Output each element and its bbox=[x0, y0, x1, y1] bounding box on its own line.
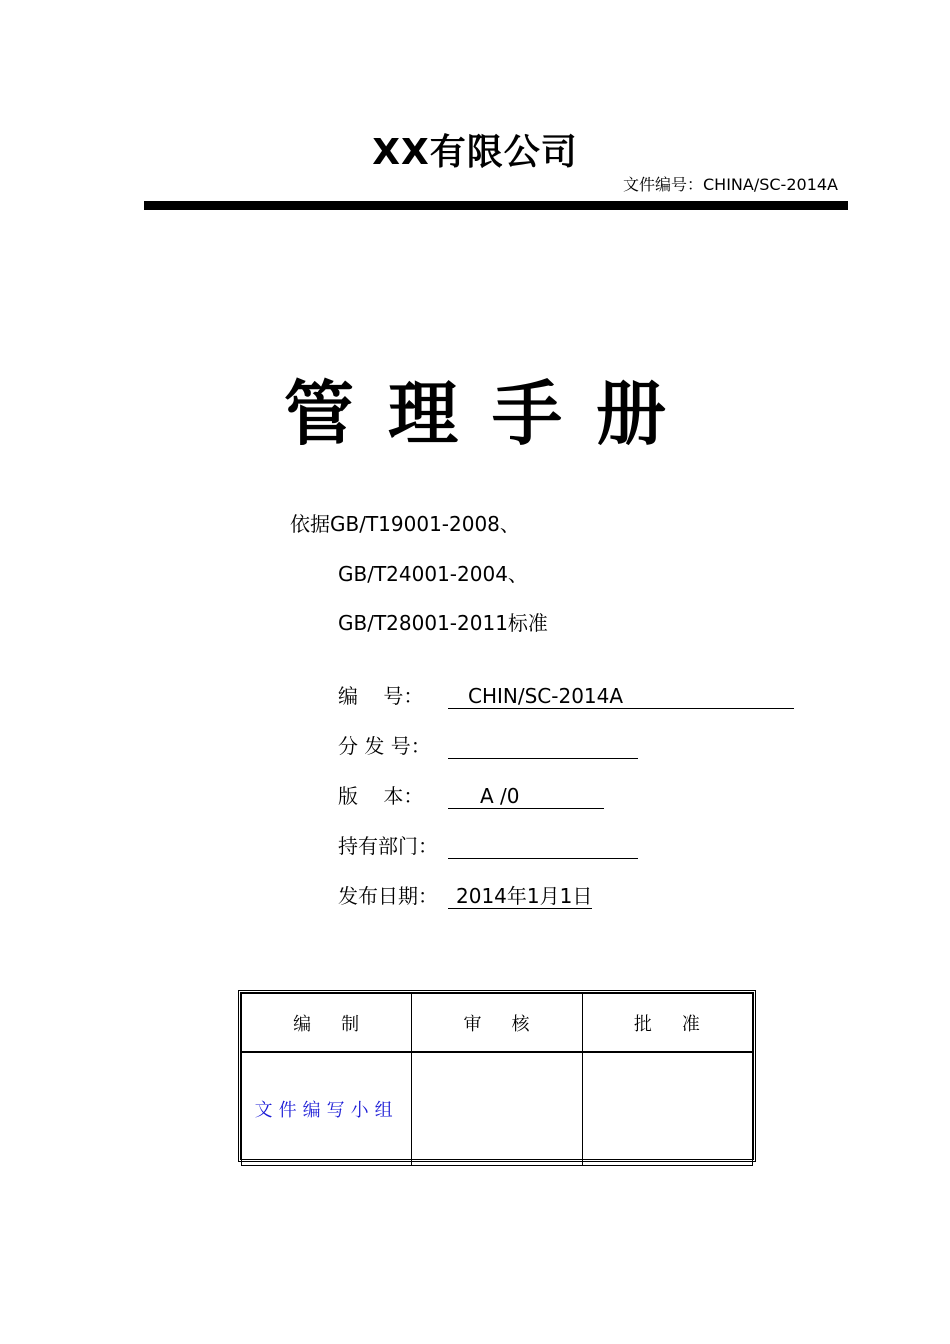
field-value bbox=[448, 834, 638, 859]
company-name: XX有限公司 bbox=[372, 132, 578, 173]
field-version bbox=[338, 780, 604, 809]
field-value: CHIN/SC-2014A bbox=[448, 684, 794, 709]
field-value: A /0 bbox=[448, 784, 604, 809]
header-rule bbox=[144, 201, 848, 210]
value-approved bbox=[582, 1052, 752, 1166]
field-release-date bbox=[338, 880, 592, 909]
basis-line-1: 依据GB/T19001-2008、 bbox=[290, 512, 520, 536]
header-reviewed: 审核 bbox=[412, 994, 582, 1053]
value-prepared: 文件编写小组 bbox=[242, 1052, 412, 1166]
value-reviewed bbox=[412, 1052, 582, 1166]
field-label: 编 号： bbox=[338, 684, 424, 708]
field-label: 分 发 号： bbox=[338, 734, 431, 758]
header-prepared: 编制 bbox=[242, 994, 412, 1053]
field-label: 版 本： bbox=[338, 784, 424, 808]
basis-line-2: GB/T24001-2004、 bbox=[338, 562, 528, 586]
field-distribution bbox=[338, 730, 638, 759]
field-department bbox=[338, 830, 638, 859]
signature-table bbox=[238, 990, 756, 1162]
field-value: 2014年1月1日 bbox=[448, 884, 592, 909]
document-title: 管理手册 bbox=[284, 373, 700, 455]
field-value bbox=[448, 734, 638, 759]
field-number bbox=[338, 680, 794, 709]
basis-line-3: GB/T28001-2011标准 bbox=[338, 611, 548, 635]
header-approved: 批准 bbox=[582, 994, 752, 1053]
document-number: 文件编号：CHINA/SC-2014A bbox=[623, 175, 838, 194]
field-label: 发布日期： bbox=[338, 884, 438, 908]
field-label: 持有部门： bbox=[338, 834, 438, 858]
